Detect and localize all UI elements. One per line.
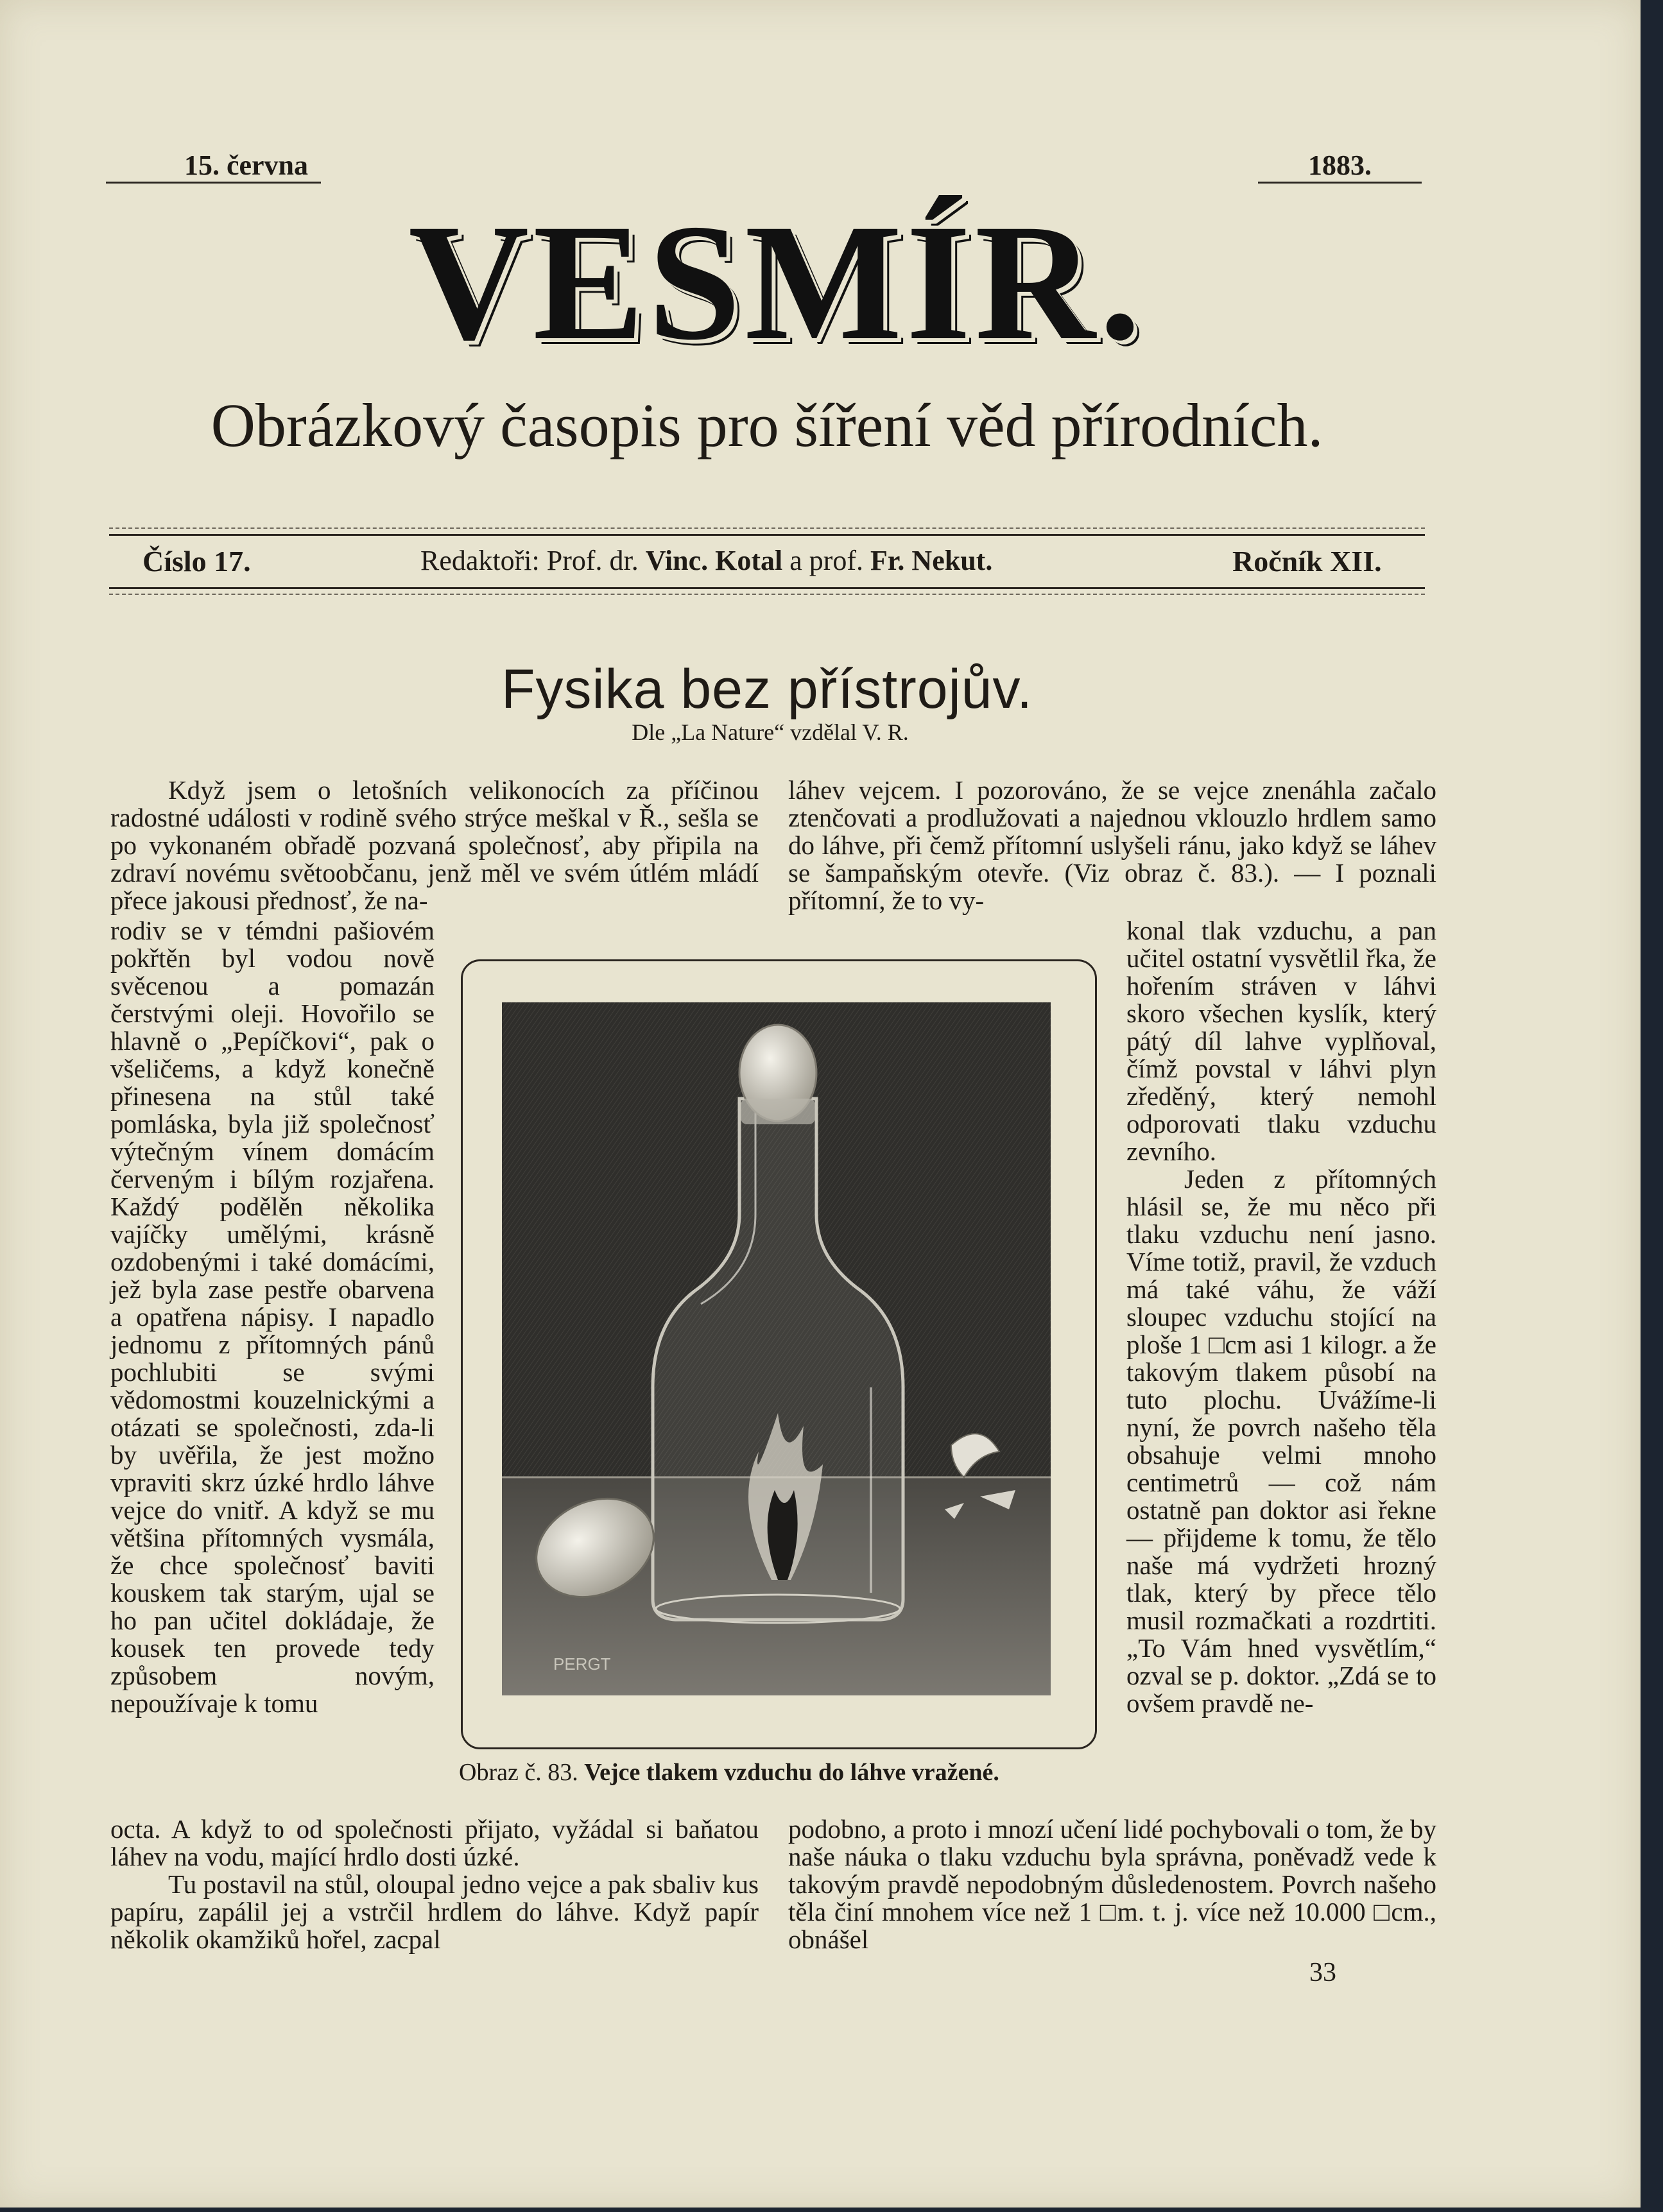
issue-number: Číslo 17. [142,545,251,578]
masthead-title: VESMÍR. [408,190,1145,375]
left-column-top [110,776,759,914]
paragraph: rodiv se v témdni pašiovém pokřtěn byl vodou nově svěcenou a pomazán čerstvými oleji. Hovořilo se hlavně o „Pepíčkovi“, pak o všeličems, a když konečně přinesena na stůl také pomláska, byla již společnosť výtečným vínem domácím červeným i bílým rozjařena. Každý podělěn několika vajíčky umělými, krásně ozdobenými i také domácími, jež byla zase pestře obarvena a opatřena nápisy. I napadlo jednomu z přítomných pánů pochlubiti se svými vědomostmi kouzelnickými a otázati se společnosti, zda-li by uvěřila, že jest možno vpraviti skrz úzké hrdlo láhve vejce do vnitř. A když se mu většina přítomných vysmála, že chce společnosť baviti kouskem tak starým, ujal se ho pan učitel dokládaje, že kousek ten provede tedy způsobem novým, nepoužívaje k tomu [110,916,435,1718]
right-column-bottom [788,1815,1436,1953]
paragraph: Jeden z přítomných hlásil se, že mu něco při tlaku vzduchu není jasno. Víme totiž, pravil, že vzduch má také váhu, že váží sloupec vzduchu stojící na ploše 1 □cm asi 1 kilogr. a že takovým tlakem působí na tuto plochu. Uvážíme-li nyní, že povrch našeho těla obsahuje velmi mnoho centimetrů — což nám ostatně pan doktor asi řekne — přijdeme k tomu, že tělo naše má vydržeti hrozný tlak, který by přece tělo musil rozmačkati a rozdrtiti. „To Vám hned vysvětlím,“ ozval se p. doktor. „Zdá se to ovšem pravdě ne- [1126,1164,1436,1718]
header-rule-bottom [109,587,1425,589]
figure-caption [459,1758,1101,1787]
editors-line [420,544,992,577]
editors-mid: a prof. [789,545,864,576]
right-column-narrow [1126,917,1436,1717]
editor-kotal: Vinc. Kotal [645,545,783,576]
figure-engraving [502,1002,1051,1695]
header-rule-top [109,527,1425,529]
caption-text: Vejce tlakem vzduchu do láhve vražené. [584,1759,999,1786]
right-column-top [788,776,1436,914]
masthead-subtitle: Obrázkový časopis pro šíření věd přírodních. [211,391,1323,459]
issue-year: 1883. [1258,149,1422,184]
article-title: Fysika bez přístrojův. [501,658,1033,720]
editors-prefix: Redaktoři: Prof. dr. [420,545,639,576]
left-column-bottom [110,1815,759,1953]
editor-nekut: Fr. Nekut. [870,545,993,576]
header-rule-bottom-dashed [109,594,1425,595]
header-rule-top-solid [109,534,1425,536]
paragraph: konal tlak vzduchu, a pan učitel ostatní vysvětlil řka, že hořením stráven v láhvi skoro všechen kyslík, který pátý díl lahve vyplňoval, čímž povstal v láhvi plyn zředěný, který nemohl odporovati tlaku vzduchu zevního. [1126,916,1436,1166]
engraver-signature: PERGT [553,1654,611,1674]
paragraph: podobno, a proto i mnozí učení lidé pochybovali o tom, že by naše náuka o tlaku vzduchu byla správna, poněvadž vede k takovým pravdě nepodobným důsledenostem. Povrch našeho těla činí mnohem více než 1 □m. t. j. více než 10.000 □cm., obnášel [788,1814,1436,1954]
volume-number: Ročník XII. [1232,545,1382,578]
paragraph: octa. A když to od společnosti přijato, vyžádal si baňatou láhev na vodu, mající hrdlo dosti úzké. [110,1814,759,1871]
page-number: 33 [1309,1958,1336,1987]
bottle-egg-illustration [502,1002,1051,1695]
paragraph: láhev vejcem. I pozorováno, že se vejce znenáhla začalo ztenčovati a prodlužovati a najednou vklouzlo hrdlem samo do láhve, při čemž přítomní uslyšeli ránu, jako když se láhev se šampaňským otevře. (Viz obraz č. 83.). — I poznali přítomní, že to vy- [788,775,1436,915]
caption-number: Obraz č. 83. [459,1759,578,1786]
paragraph: Tu postavil na stůl, oloupal jedno vejce a pak sbaliv kus papíru, zapálil jej a vstrčil hrdlem do láhve. Když papír několik okamžiků hořel, zacpal [110,1869,759,1954]
left-column-narrow [110,917,435,1717]
issue-date: 15. června [106,149,321,184]
paragraph: Když jsem o letošních velikonocích za příčinou radostné události v rodině svého strýce meškal v Ř., sešla se po vykonaném obřadě pozvaná společnosť, aby připila na zdraví novému světoobčanu, jenž měl ve svém útlém mládí přece jakousi přednosť, že na- [110,775,759,915]
article-byline: Dle „La Nature“ vzdělal V. R. [632,719,909,745]
